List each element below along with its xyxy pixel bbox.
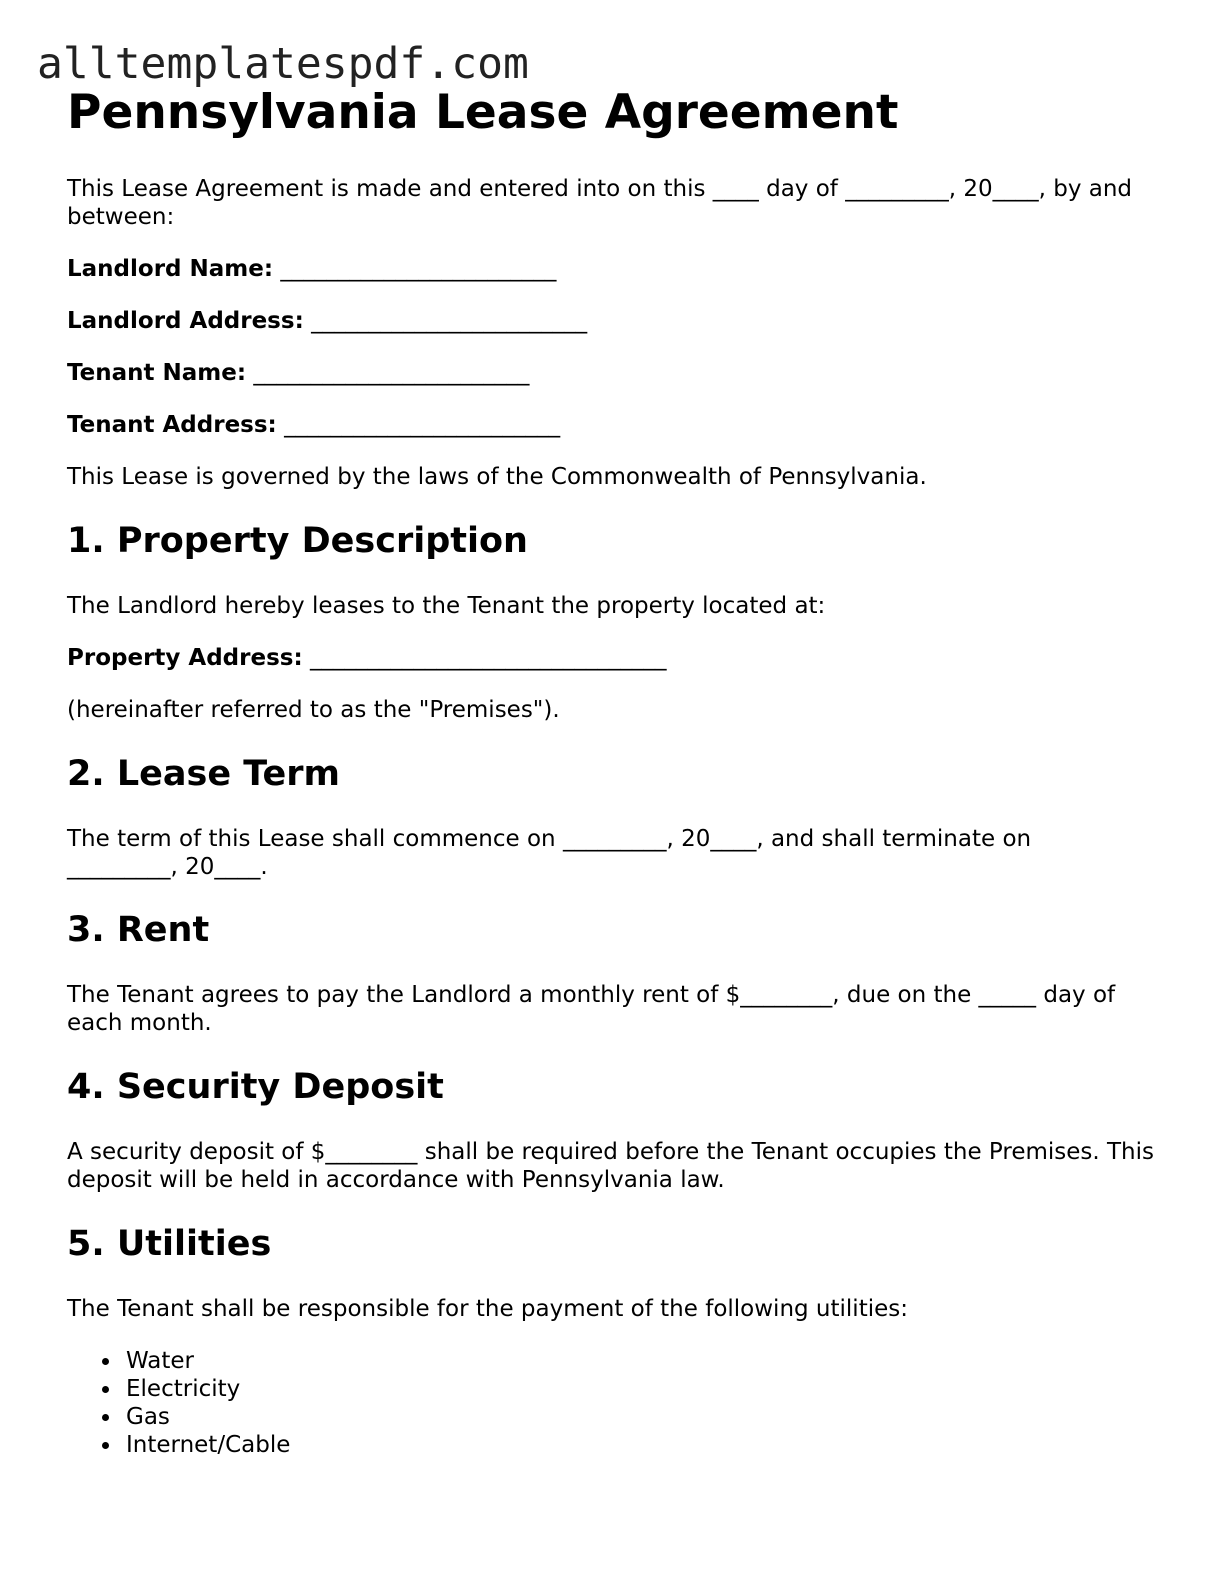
section-heading-utilities: 5. Utilities — [67, 1224, 272, 1264]
deposit-paragraph: A security deposit of $________ shall be required before the Tenant occupies the Premises. This deposit will be held in accordance with Pennsylvania law. — [67, 1139, 1162, 1193]
term-paragraph: The term of this Lease shall commence on _________, 20____, and shall terminate on _________, 20____. — [67, 826, 1039, 880]
list-item — [67, 1431, 290, 1459]
premises-note: (hereinafter referred to as the "Premises"). — [67, 697, 560, 723]
landlord-name-label: Landlord Name: — [67, 256, 274, 282]
section-heading-term: 2. Lease Term — [67, 754, 340, 794]
bullet-icon — [102, 1386, 109, 1393]
utility-item-label: Electricity — [126, 1376, 241, 1402]
property-address-blank: _______________________________ — [309, 645, 667, 671]
tenant-address-label: Tenant Address: — [67, 412, 277, 438]
watermark-text: alltemplatespdf.com — [37, 39, 529, 89]
property-address-field — [67, 644, 666, 672]
landlord-name-blank: ________________________ — [280, 256, 557, 282]
section-heading-deposit: 4. Security Deposit — [67, 1067, 444, 1107]
utilities-list — [67, 1347, 290, 1459]
section-heading-property: 1. Property Description — [67, 521, 528, 561]
document-title: Pennsylvania Lease Agreement — [67, 85, 899, 140]
bullet-icon — [102, 1414, 109, 1421]
utility-item-label: Internet/Cable — [126, 1432, 291, 1458]
tenant-name-label: Tenant Name: — [67, 360, 247, 386]
utilities-paragraph: The Tenant shall be responsible for the payment of the following utilities: — [67, 1296, 908, 1322]
utility-item-label: Gas — [126, 1404, 170, 1430]
list-item — [67, 1375, 290, 1403]
property-paragraph: The Landlord hereby leases to the Tenant the property located at: — [67, 593, 826, 619]
tenant-name-blank: ________________________ — [253, 360, 530, 386]
utility-item-label: Water — [126, 1348, 194, 1374]
rent-paragraph: The Tenant agrees to pay the Landlord a monthly rent of $________, due on the _____ day of each month. — [67, 982, 1123, 1036]
landlord-address-label: Landlord Address: — [67, 308, 304, 334]
tenant-address-field — [67, 411, 560, 439]
tenant-address-blank: ________________________ — [284, 412, 561, 438]
bullet-icon — [102, 1442, 109, 1449]
section-heading-rent: 3. Rent — [67, 910, 210, 950]
list-item — [67, 1347, 290, 1375]
landlord-address-field — [67, 307, 587, 335]
tenant-name-field — [67, 359, 529, 387]
governing-law-paragraph: This Lease is governed by the laws of the Commonwealth of Pennsylvania. — [67, 464, 927, 490]
property-address-label: Property Address: — [67, 645, 303, 671]
intro-paragraph: This Lease Agreement is made and entered into on this ____ day of _________, 20____, by and between: — [67, 176, 1140, 230]
list-item — [67, 1403, 290, 1431]
landlord-name-field — [67, 255, 556, 283]
bullet-icon — [102, 1358, 109, 1365]
landlord-address-blank: ________________________ — [311, 308, 588, 334]
